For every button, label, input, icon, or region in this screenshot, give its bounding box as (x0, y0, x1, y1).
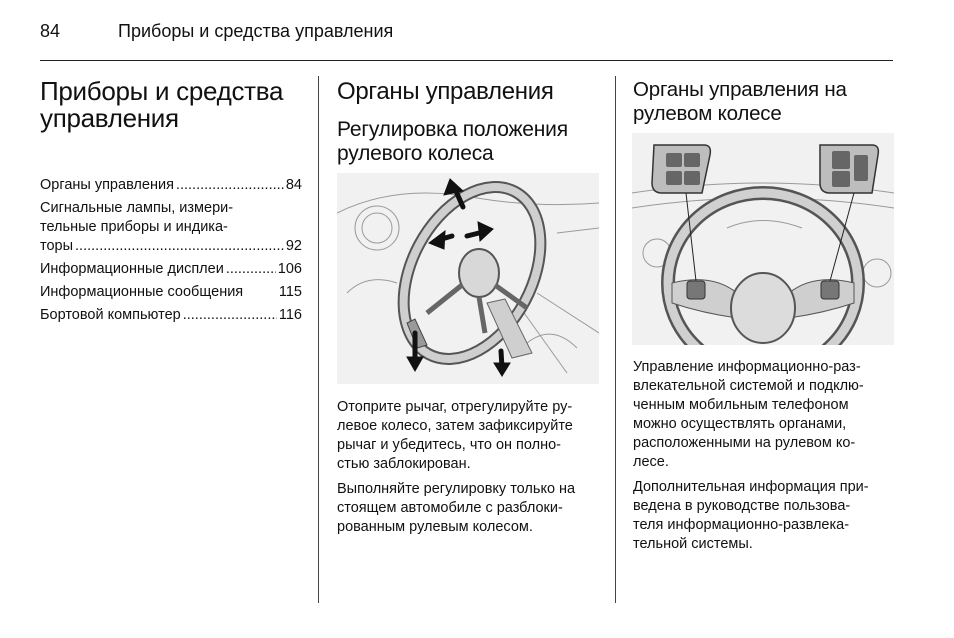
column-divider (318, 76, 319, 603)
steering-wheel-controls-drawing (632, 133, 894, 345)
running-head-title: Приборы и средства управления (118, 21, 394, 41)
toc-entry[interactable]: Информационные дисплеи ..... 106 (40, 260, 302, 279)
toc-entry[interactable]: Информационные сообщения 115 (40, 284, 302, 300)
column-divider (615, 76, 616, 603)
adjustment-instructions: Отоприте рычаг, отрегулируйте ру- левое колесо, затем зафиксируйте рычаг и убедитесь, что он полно- стью заблокирован. Выполняйте регулировку только на стоящем автомобиле с разблоки- рованным рулевым колесом. (337, 399, 576, 535)
controls-description: Управление информационно-раз- влекательной системой и подклю- ченным мобильным телефоном можно осуществлять органами, расположенными на рулевом ко- лесе. Дополнительная информация при- ведена в руководстве пользова- теля информационно-развлека- тельной системы. (633, 359, 869, 552)
chapter-title: Приборы и средства управления (40, 76, 284, 133)
subsection-title: Регулировка положения рулевого колеса (337, 118, 568, 165)
steering-wheel-controls-illustration (632, 133, 894, 345)
page-header (40, 20, 893, 61)
toc-entry[interactable]: Бортовой компьютер ..... 116 (40, 306, 302, 325)
table-of-contents (40, 176, 302, 329)
page-number: 84 (40, 21, 61, 41)
section-title: Органы управления на рулевом колесе (633, 78, 847, 125)
steering-adjustment-illustration (337, 173, 599, 384)
steering-wheel-adjust-drawing (337, 173, 599, 384)
toc-entry[interactable]: Сигнальные лампы, измери- тельные приборы и индика- торы ..... 92 (40, 199, 302, 256)
toc-entry[interactable]: Органы управления ..... 84 (40, 176, 302, 195)
section-title: Органы управления (337, 78, 554, 105)
